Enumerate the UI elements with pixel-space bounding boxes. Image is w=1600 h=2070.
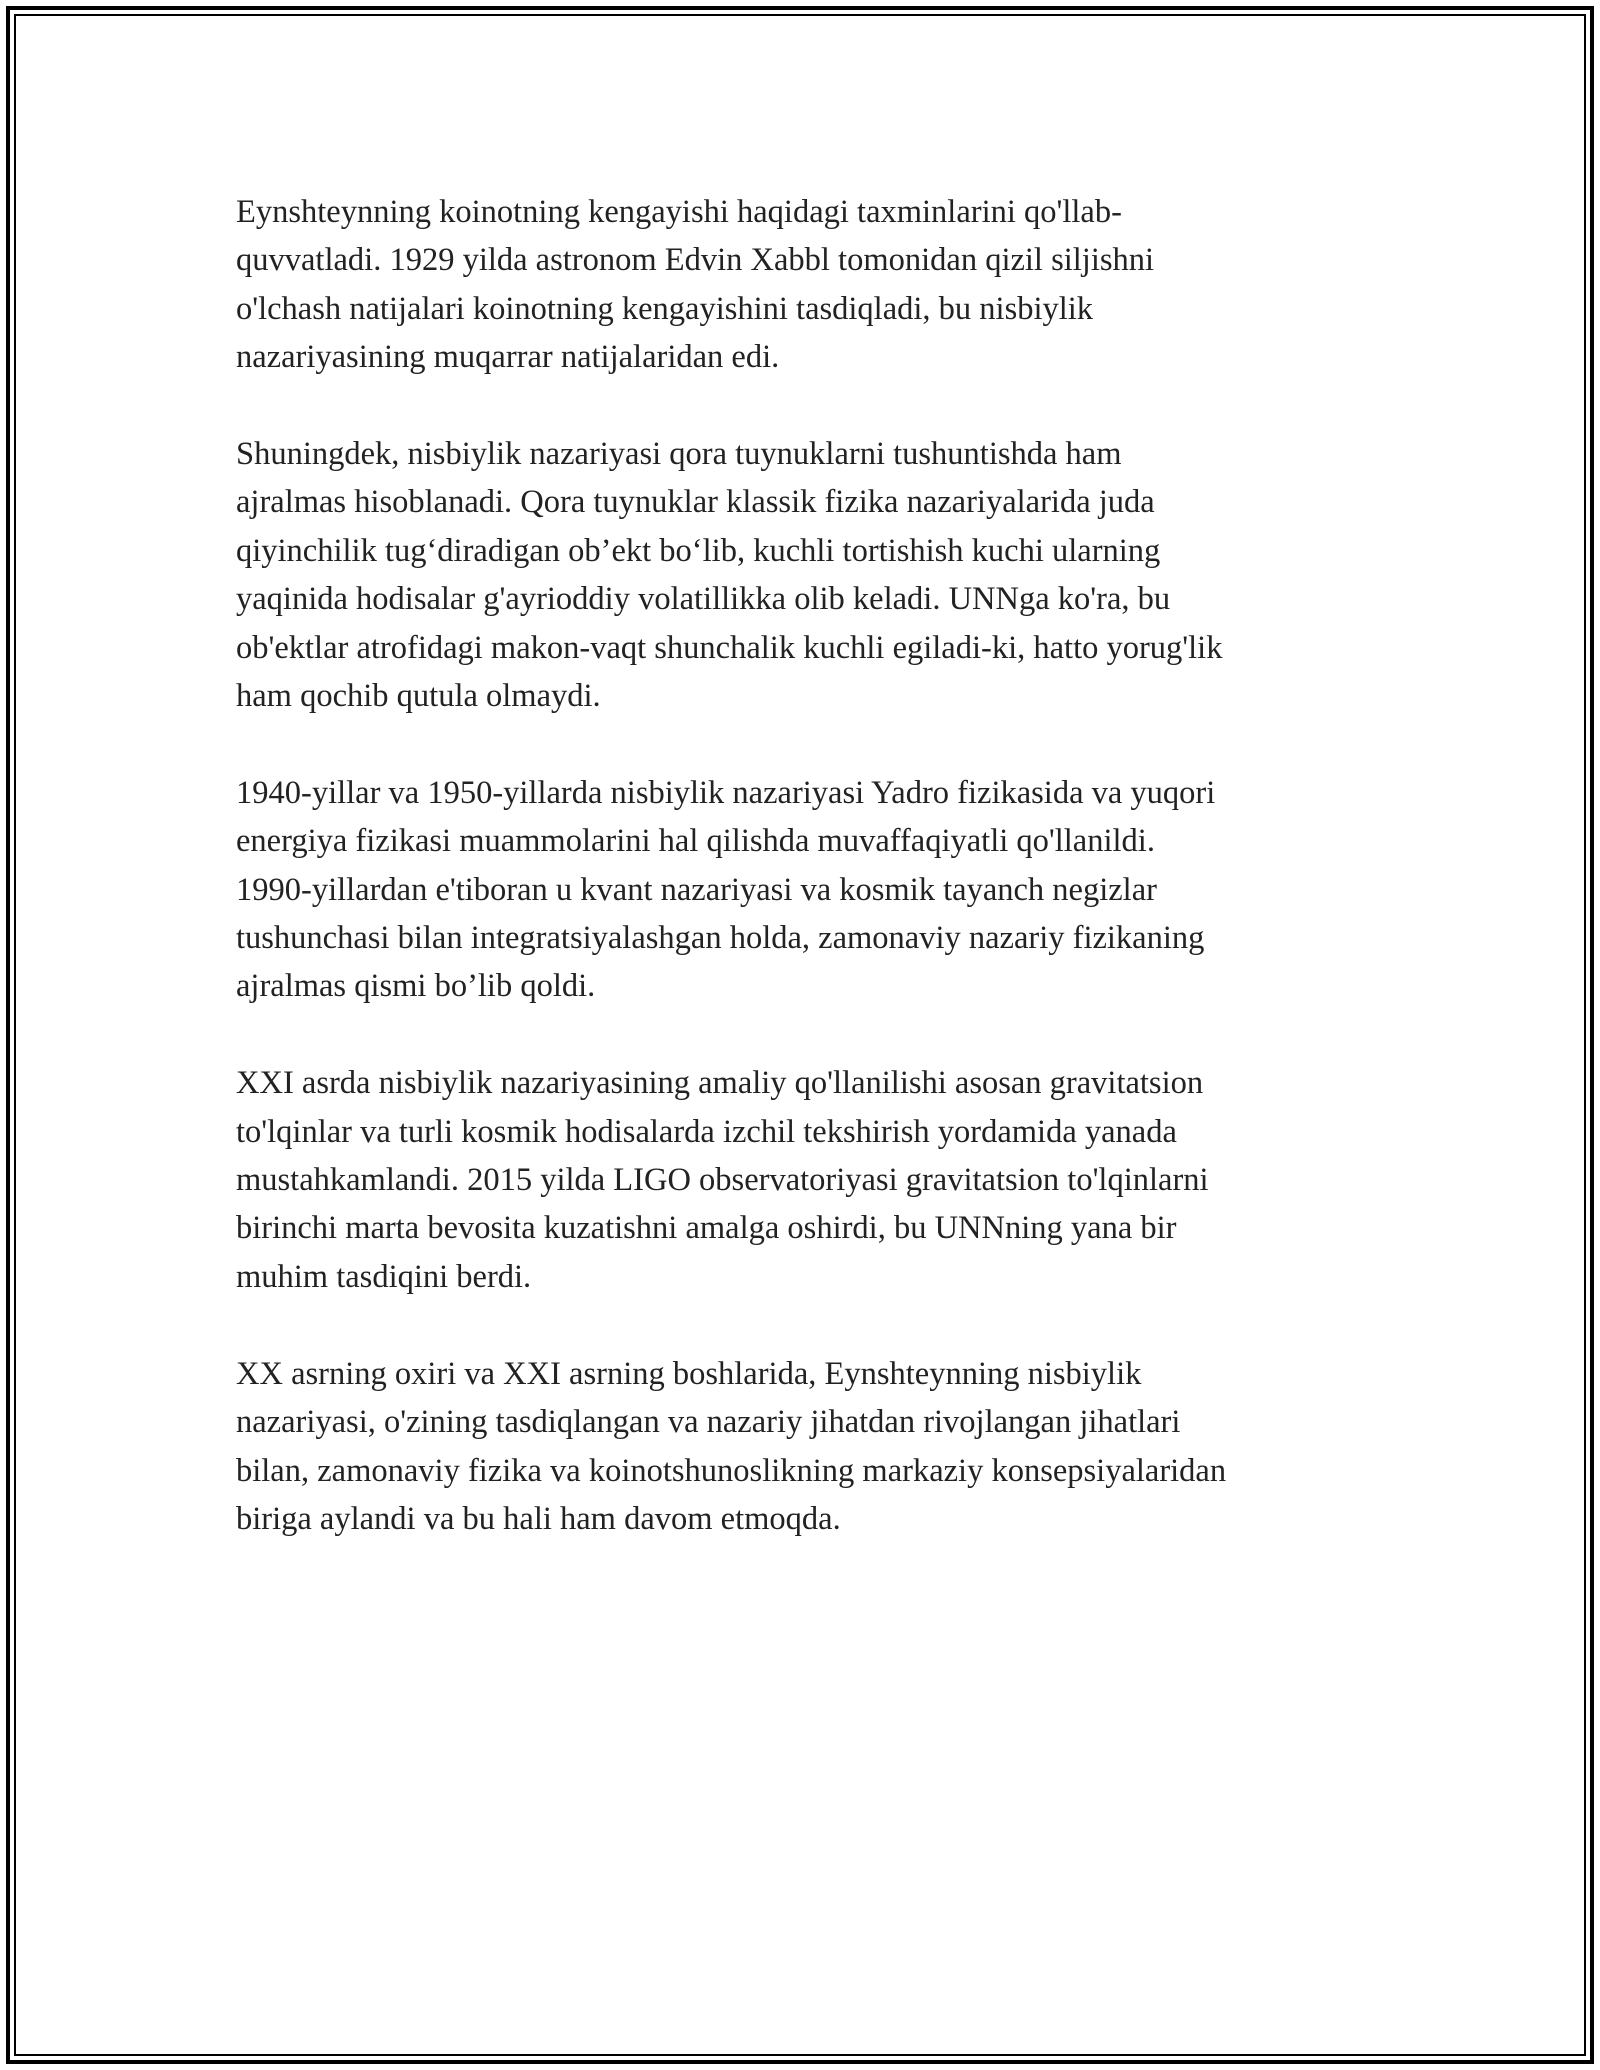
paragraph-3: 1940-yillar va 1950-yillarda nisbiylik nazariyasi Yadro fizikasida va yuqori energiya fizikasi muammolarini hal qilishda muvaffaqiyatli qo'llanildi. 1990-yillardan e'tiboran u kvant nazariyasi va kosmik tayanch negizlar tushunchasi bilan integratsiyalashgan holda, zamonaviy nazariy fizikaning ajralmas qismi bo’lib qoldi. — [236, 774, 1216, 1005]
paragraph-4: XXI asrda nisbiylik nazariyasining amaliy qo'llanilishi asosan gravitatsion to'lqinlar va turli kosmik hodisalarda izchil tekshirish yordamida yanada mustahkamlandi. 2015 yilda LIGO observatoriyasi gravitatsion to'lqinlarni birinchi marta bevosita kuzatishni amalga oshirdi, bu UNNning yana bir muhim tasdiqini berdi. — [236, 1065, 1209, 1295]
paragraph-2: Shuningdek, nisbiylik nazariyasi qora tuynuklarni tushuntishda ham ajralmas hisoblanadi. Qora tuynuklar klassik fizika nazariyalarida juda qiyinchilik tug‘diradigan ob’ekt bo‘lib, kuchli tortishish kuchi ularning yaqinida hodisalar g'ayrioddiy volatillikka olib keladi. UNNga ko'ra, bu ob'ektlar atrofidagi makon-vaqt shunchalik kuchli egiladi-ki, hatto yorug'lik ham qochib qutula olmaydi. — [236, 436, 1223, 715]
paragraph-1: Eynshteynning koinotning kengayishi haqidagi taxminlarini qo'llab- quvvatladi. 1929 yilda astronom Edvin Xabbl tomonidan qizil siljishni o'lchash natijalari koinotning kengayishini tasdiqladi, bu nisbiylik nazariyasining muqarrar natijalaridan edi. — [236, 194, 1155, 376]
document-body — [236, 188, 1366, 1592]
paragraph-5: XX asrning oxiri va XXI asrning boshlarida, Eynshteynning nisbiylik nazariyasi, o'zining tasdiqlangan va nazariy jihatdan rivojlangan jihatlari bilan, zamonaviy fizika va koinotshunoslikning markaziy konsepsiyalaridan biriga aylandi va bu hali ham davom etmoqda. — [236, 1355, 1227, 1537]
